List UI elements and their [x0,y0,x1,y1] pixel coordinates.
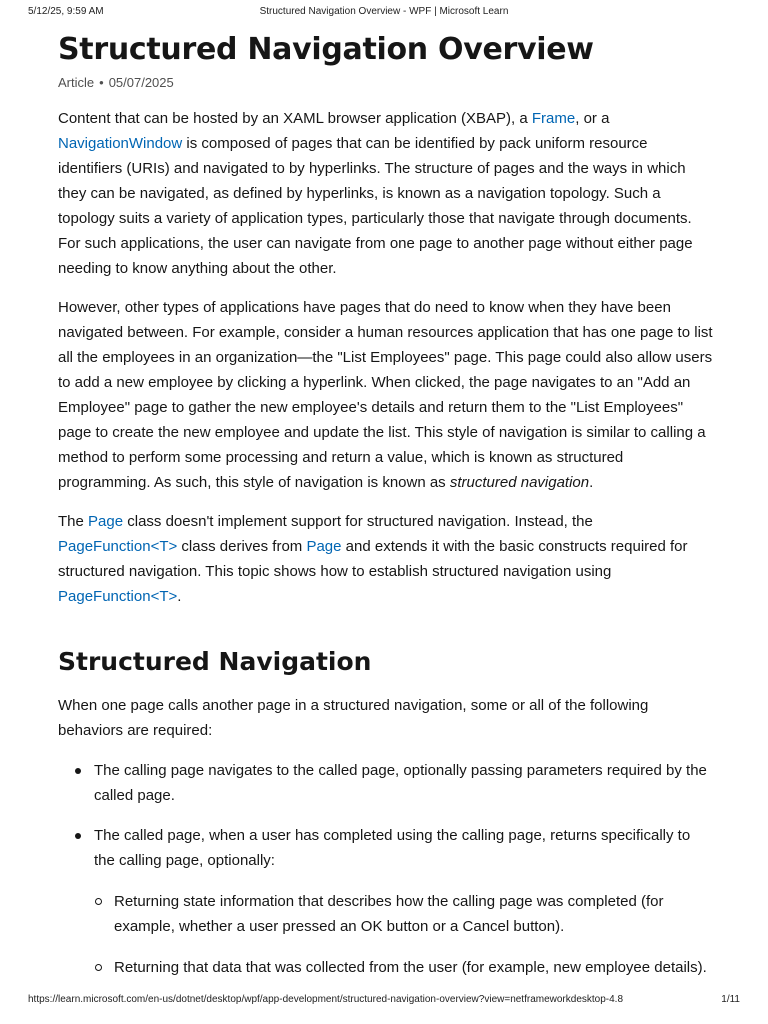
text: The [58,513,89,530]
sub-list-item [94,955,714,980]
sub-list-item [94,889,714,939]
list-item [58,823,714,980]
article-type: Article [58,75,95,90]
page-link[interactable]: Page [306,538,342,555]
pagefunction-link[interactable]: PageFunction<T> [58,588,178,605]
article [58,28,714,996]
sub-list-item-text: Returning state information that describes how the calling page was completed (for example, whether a user pressed an OK button or a Cancel button). [114,893,664,935]
frame-link[interactable]: Frame [531,110,576,127]
list-item-text: The called page, when a user has completed using the calling page, returns specifically to the calling page, optionally: [94,827,691,869]
sub-list [94,889,714,980]
page-link[interactable]: Page [88,513,124,530]
section-intro: When one page calls another page in a structured navigation, some or all of the following behaviors are required: [58,697,649,739]
page-title: Structured Navigation Overview [58,32,594,67]
behavior-list [58,758,714,980]
hollow-bullet-icon [95,964,102,971]
bullet-icon [75,768,81,774]
print-footer [0,994,768,1008]
text: class derives from [177,538,307,555]
meta-separator: • [99,75,104,90]
intro-paragraph [58,106,714,281]
section-heading: Structured Navigation [58,647,372,676]
sub-list-item-text: Returning that data that was collected from the user (for example, new employee details). [114,959,707,976]
article-meta [58,75,714,90]
text: Content that can be hosted by an XAML browser application (XBAP), a [58,110,532,127]
pagefunction-paragraph [58,509,714,609]
page-number: 1/11 [721,994,740,1005]
text: is composed of pages that can be identified by pack uniform resource identifiers (URIs) and navigated to by hyperlinks. The structure of pages and the ways in which they can be navigated, as defined by hyperlinks, is known as a navigation topology. Such a topology suits a variety of application types, particularly those that navigate through documents. For such applications, the user can navigate from one page to another page without either page needing to know anything about the other. [58,135,693,277]
text: However, other types of applications have pages that do need to know when they have been navigated between. For example, consider a human resources application that has one page to list all the employees in an organization—the "List Employees" page. This page could also allow users to add a new employee by clicking a hyperlink. When clicked, the page navigates to an "Add an Employee" page to gather the new employee's details and return them to the "List Employees" page to create the new employee and update the list. This style of navigation is similar to calling a method to perform some processing and return a value, which is known as structured programming. As such, this style of navigation is known as [58,299,713,491]
text: . [589,474,594,491]
hollow-bullet-icon [95,898,102,905]
text: . [177,588,182,605]
list-item [58,758,714,808]
text: , or a [575,110,610,127]
structured-paragraph [58,295,714,495]
list-item-text: The calling page navigates to the called page, optionally passing parameters required by the called page. [94,762,707,804]
bullet-icon [75,833,81,839]
article-date: 05/07/2025 [108,75,174,90]
print-page-title: Structured Navigation Overview - WPF | Microsoft Learn [259,6,509,17]
print-datetime: 5/12/25, 9:59 AM [28,6,104,17]
navigationwindow-link[interactable]: NavigationWindow [58,135,183,152]
emphasis-structured-navigation: structured navigation [449,474,590,491]
print-url: https://learn.microsoft.com/en-us/dotnet/desktop/wpf/app-development/structured-navigation-overview?view=netframeworkdesktop-4.8 [28,994,624,1005]
text: and extends it with the basic constructs required for structured navigation. This topic shows how to establish structured navigation using [58,538,688,580]
pagefunction-link[interactable]: PageFunction<T> [58,538,178,555]
text: class doesn't implement support for structured navigation. Instead, the [123,513,593,530]
print-header [0,6,768,20]
